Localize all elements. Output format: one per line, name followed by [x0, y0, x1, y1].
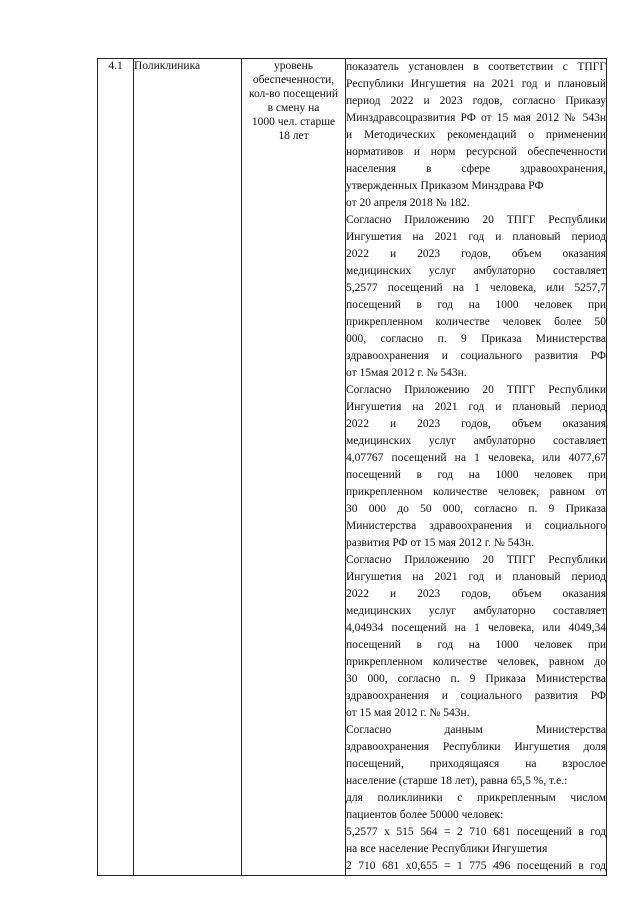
text-line: 30 000, согласно п. 9 Приказа Министерства: [346, 673, 606, 685]
text-line: 2022 и 2023 годов, объем оказания: [346, 418, 606, 430]
text-line: 5,2577 посещений на 1 человека, или 5257,7: [346, 282, 606, 294]
indicator-line: кол-во посещений: [248, 88, 339, 100]
facility-name: Поликлиника: [134, 60, 201, 72]
text-line: население (старше 18 лет), равна 65,5 %, т.е.:: [346, 775, 568, 787]
text-line: пациентов более 50000 человек:: [346, 809, 504, 821]
text-line: Ингушетия на 2021 год и плановый период: [346, 401, 606, 413]
text-line: населения в сфере здравоохранения,: [346, 163, 606, 175]
text-line: Минздравсоцразвития РФ от 15 мая 2012 № 543н: [346, 112, 606, 124]
justification-paragraph: [346, 59, 606, 212]
text-line: посещений в год на 1000 человек при: [346, 469, 606, 481]
text-line: прикрепленном количестве человек, равном до: [346, 656, 606, 668]
indicator-line: в смену на: [267, 102, 320, 114]
text-line: медицинских услуг амбулаторно составляет: [346, 605, 606, 617]
standards-table: [97, 58, 607, 876]
text-line: 2 710 681 х0,655 = 1 775 496 посещений в год: [346, 860, 606, 872]
justification-paragraph: [346, 552, 606, 722]
text-line: от 20 апреля 2018 № 182.: [346, 197, 470, 209]
text-line: Согласно Приложению 20 ТПГГ Республики: [346, 384, 606, 396]
text-line: на все население Республики Ингушетия: [346, 843, 548, 855]
justification-paragraph: [346, 722, 606, 875]
table-row: [98, 59, 607, 876]
text-line: Согласно данным Министерства: [346, 724, 606, 736]
justification-paragraph: [346, 382, 606, 552]
text-line: период 2022 и 2023 годов, согласно Приказу: [346, 95, 606, 107]
text-line: здравоохранения Республики Ингушетия доля: [346, 741, 606, 753]
text-line: Республики Ингушетия на 2021 год и плановый: [346, 78, 606, 90]
text-line: здравоохранения и социального развития РФ: [346, 350, 606, 362]
text-line: медицинских услуг амбулаторно составляет: [346, 435, 606, 447]
text-line: 2022 и 2023 годов, объем оказания: [346, 588, 606, 600]
text-line: 2022 и 2023 годов, объем оказания: [346, 248, 606, 260]
indicator-line: уровень: [273, 60, 314, 72]
text-line: посещений в год на 1000 человек при: [346, 639, 606, 651]
text-line: от 15мая 2012 г. № 543н.: [346, 367, 467, 379]
text-line: Согласно Приложению 20 ТПГГ Республики: [346, 214, 606, 226]
text-line: посещений в год на 1000 человек при: [346, 299, 606, 311]
text-line: Ингушетия на 2021 год и плановый период: [346, 571, 606, 583]
justification-paragraph: [346, 212, 606, 382]
indicator-line: обеспеченности,: [252, 74, 335, 86]
justification-cell: [346, 59, 607, 876]
text-line: 5,2577 х 515 564 = 2 710 681 посещений в год: [346, 826, 606, 838]
text-line: прикрепленном количестве человек, равном от: [346, 486, 606, 498]
text-line: Министерства здравоохранения и социального: [346, 520, 606, 532]
text-line: медицинских услуг амбулаторно составляет: [346, 265, 606, 277]
text-line: Ингушетия на 2021 год и плановый период: [346, 231, 606, 243]
text-line: 4,07767 посещений на 1 человека, или 4077,67: [346, 452, 606, 464]
text-line: от 15 мая 2012 г. № 543н.: [346, 707, 470, 719]
text-line: и Методических рекомендаций о применении: [346, 129, 606, 141]
text-line: Согласно Приложению 20 ТПГГ Республики: [346, 554, 606, 566]
row-number: 4.1: [108, 60, 123, 72]
indicator-line: 1000 чел. старше: [251, 116, 336, 128]
facility-name-cell: [134, 59, 242, 876]
text-line: показатель установлен в соответствии с ТПГГ: [346, 61, 606, 73]
text-line: 30 000 до 50 000, согласно п. 9 Приказа: [346, 503, 606, 515]
text-line: для поликлиники с прикрепленным числом: [346, 792, 606, 804]
text-line: посещений, приходящаяся на взрослое: [346, 758, 606, 770]
text-line: 4,04934 посещений на 1 человека, или 4049,34: [346, 622, 606, 634]
row-number-cell: [98, 59, 134, 876]
text-line: здравоохранения и социального развития РФ: [346, 690, 606, 702]
text-line: 000, согласно п. 9 Приказа Министерства: [346, 333, 606, 345]
indicator-cell: [242, 59, 346, 876]
text-line: развития РФ от 15 мая 2012 г. № 543н.: [346, 537, 534, 549]
indicator-line: 18 лет: [278, 130, 309, 142]
text-line: утвержденных Приказом Минздрава РФ: [346, 180, 544, 192]
text-line: нормативов и норм ресурсной обеспеченности: [346, 146, 606, 158]
text-line: прикрепленном количестве человек более 50: [346, 316, 606, 328]
